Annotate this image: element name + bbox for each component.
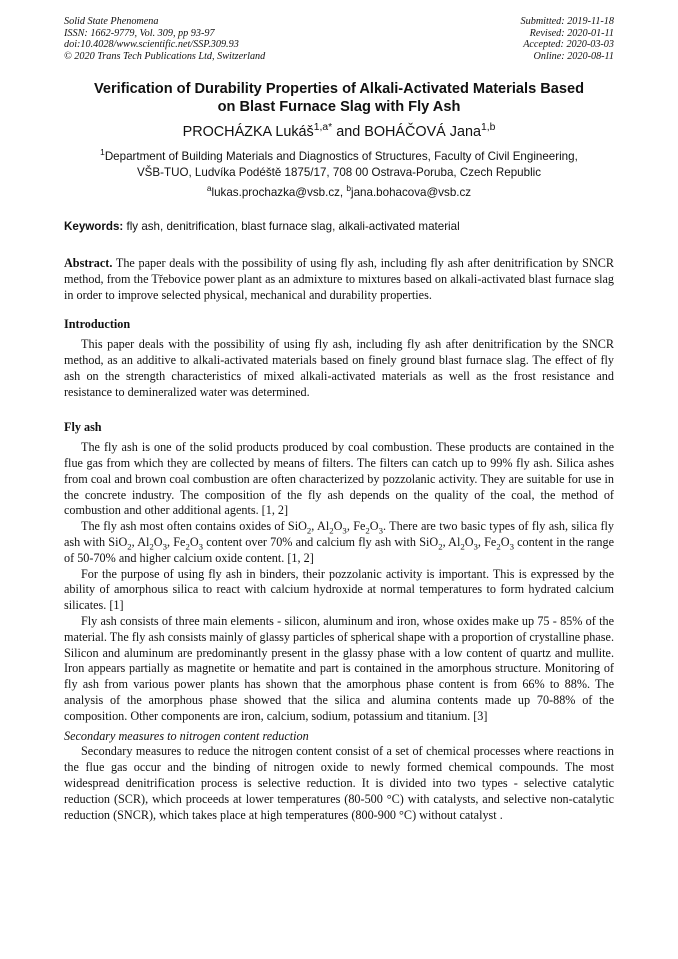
author-emails: $^a$lukas.prochazka@vsb.cz, $^b$jana.bohacova@vsb.cz — [206, 183, 472, 199]
secondary-measures-heading: Secondary measures to nitrogen content reduction — [64, 728, 309, 743]
title-line-1: Verification of Durability Properties of Alkali-Activated Materials Based — [93, 81, 585, 97]
date-submitted: Submitted: 2019-11-18 — [520, 16, 614, 27]
author-2: BOHÁČOVÁ Jana — [364, 124, 481, 140]
affiliation-line-2: VŠB-TUO, Ludvíka Podéště 1875/17, 708 00 Ostrava-Poruba, Czech Republic — [136, 166, 542, 179]
flyash-paragraph-2: The fly ash most often contains oxides of SiO$_2$, $Al_2O_3$, $Fe_2O_3$. There are two basic types of fly ash, silica fly ash with SiO$_2$, $Al_2O_3$, $Fe_2O_3$ content over 70% and calcium fly ash with SiO$_2$, $Al_2O_3$, $Fe_2O_3$ content in the range of 50-70% and higher calcium oxide content. [1, 2] — [64, 519, 615, 565]
author-1: PROCHÁZKA Lukáš — [182, 124, 314, 140]
author-list — [40, 124, 638, 141]
flyash-heading: Fly ash — [64, 420, 102, 435]
journal-copyright: © 2020 Trans Tech Publications Ltd, Switzerland — [64, 50, 266, 62]
keywords-text: fly ash, denitrification, blast furnace slag, alkali-activated material — [123, 220, 460, 233]
flyash-paragraph-4: Fly ash consists of three main elements - silicon, aluminum and iron, whose oxides make up 75 - 85% of the material. The fly ash consists mainly of glassy particles of spherical shape with a proportion of crystalline phase. Silicon and aluminum are predominantly present in the glassy phase with a low content of quartz and mullite. Iron appears partially as magnetite or hematite and part is contained in the amorphous structure. Monitoring of fly ash from various power plants has shown that the amorphous phase content is from 66% to 88%. The analysis of the amorphous phase showed that the silica and alumina contents made up 70-88% of the composition. Other components are iron, calcium, sodium, potassium and titanium. [3] — [64, 613, 614, 723]
abstract — [64, 256, 614, 303]
author-1-affil: 1,a* — [313, 122, 333, 134]
paper-title — [40, 80, 638, 116]
email-b: jana.bohacova@vsb.cz — [351, 186, 472, 199]
flyash-paragraph-1: The fly ash is one of the solid products produced by coal combustion. These products are contained in the flue gas from which they are collected by means of filters. The filters can catch up to 99% fly ash. Silica ashes from coal and brown coal combustion are often characterized by pozzolanic activity. They are suitable for use in the concrete industry. The composition of the fly ash depends on the quality of the coal, the method of combustion and other additional agents. [1, 2] — [64, 440, 614, 518]
flyash-paragraph-3: For the purpose of using fly ash in binders, their pozzolanic activity is important. This is expressed by the ability of amorphous silica to react with calcium hydroxide at normal temperatures to form hydrated calcium silicates. [1] — [64, 566, 614, 613]
date-revised: Revised: 2020-01-11 — [529, 27, 614, 39]
abstract-label: Abstract. — [64, 256, 113, 270]
date-accepted: Accepted: 2020-03-03 — [523, 39, 614, 51]
journal-name: Solid State Phenomena — [64, 16, 159, 27]
secondary-measures-text: Secondary measures to reduce the nitrogen content consist of a set of chemical processes where reactions in the flue gas occur and the binding of nitrogen oxide to newly formed chemical compounds. The most widespread denitrification process is selective reduction. It is divided into two types - selective catalytic reduction (SCR), which proceeds at lower temperatures (80-500 °C) with catalysts, and selective non-catalytic reduction (SNCR), which takes place at high temperatures (800-900 °C) without catalyst . — [64, 744, 614, 822]
keywords — [64, 219, 624, 234]
affiliation-number: 1 — [100, 147, 105, 158]
date-online: Online: 2020-08-11 — [533, 50, 614, 62]
publication-dates — [521, 16, 614, 62]
author-2-affil: 1,b — [481, 122, 496, 134]
abstract-text: The paper deals with the possibility of using fly ash, including fly ash after denitrification by SNCR method, from the Třebovice power plant as an admixture to mixtures based on alkali-activated blast furnace slag in order to improve selected physical, mechanical and durability properties. — [64, 256, 614, 302]
journal-info — [64, 16, 265, 62]
journal-doi: doi:10.4028/www.scientific.net/SSP.309.93 — [64, 39, 239, 51]
affiliation — [40, 149, 638, 181]
keywords-label: Keywords: — [64, 220, 124, 233]
email-a: lukas.prochazka@vsb.cz, — [211, 186, 347, 199]
title-line-2: on Blast Furnace Slag with Fly Ash — [217, 99, 461, 115]
journal-issn: ISSN: 1662-9779, Vol. 309, pp 93-97 — [64, 27, 215, 39]
paper-body — [64, 256, 614, 823]
intro-text: This paper deals with the possibility of using fly ash, including fly ash after denitrification by the SNCR method, as an additive to alkali-activated materials based on finely ground blast furnace slag. The effect of fly ash on the strength characteristics of mixed alkali-activated materials as well as the frost resistance and resistance to demineralized water was determined. — [64, 337, 614, 399]
intro-heading: Introduction — [64, 317, 131, 332]
affiliation-line-1: Department of Building Materials and Diagnostics of Structures, Faculty of Civil Engineering, — [104, 150, 578, 163]
author-separator: and — [332, 124, 365, 140]
